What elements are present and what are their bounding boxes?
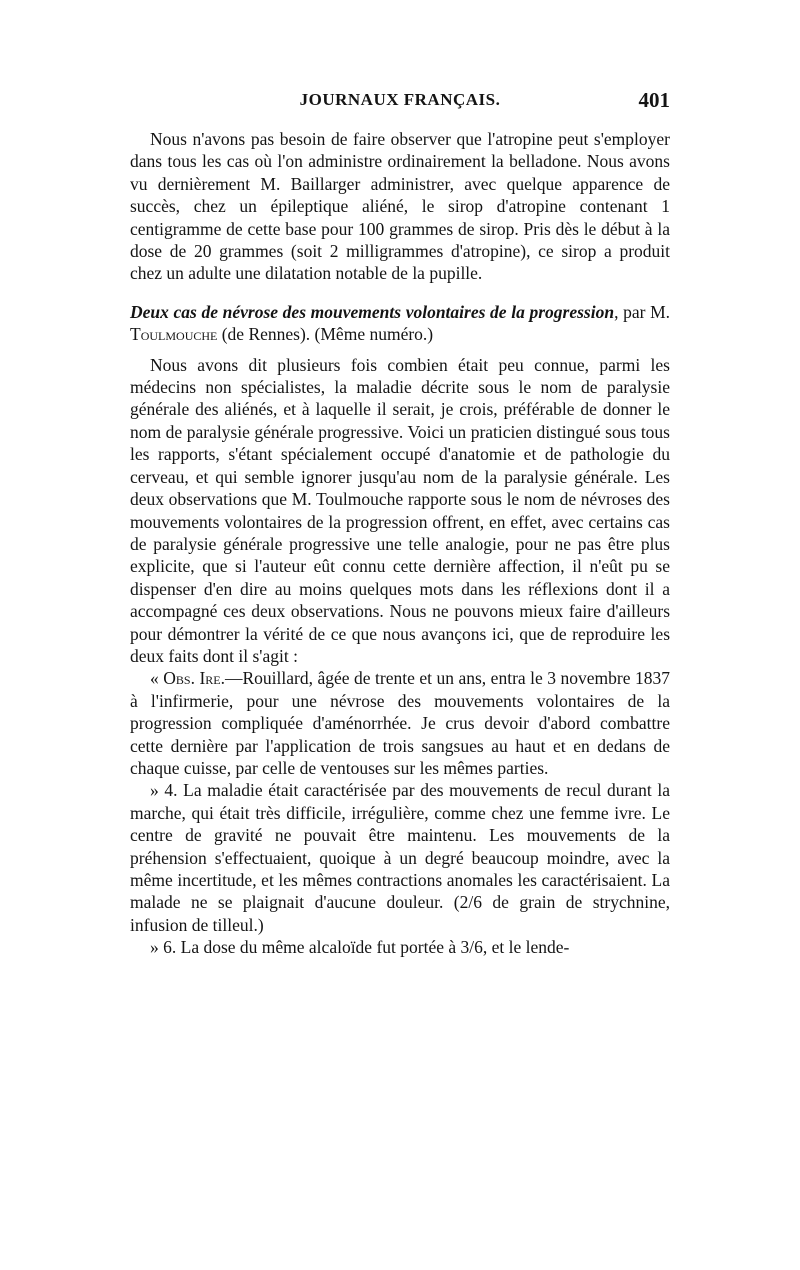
section-gap — [130, 346, 670, 354]
section-byline: , par M. — [614, 301, 671, 322]
paragraph-section-4: » 4. La maladie était caractérisée par des mouvements de recul durant la marche, qui était très difficile, irrégulière, comme chez une femme ivre. Le centre de gravité ne pouvait être maintenu. Les mouvements de la préhension s'effectuaient, quoique à un degré beaucoup moindre, avec la même incertitude, et les mêmes contractions anomales les caractérisaient. La malade ne se plaignait d'aucune douleur. (2/6 de grain de strychnine, infusion de tilleul.) — [130, 780, 670, 935]
section-title: Deux cas de névrose des mouvements volontaires de la progression — [130, 301, 615, 322]
quote-open: « — [150, 668, 164, 689]
book-page — [130, 90, 670, 959]
body-text — [130, 128, 670, 959]
running-head — [130, 90, 670, 120]
running-title: JOURNAUX FRANÇAIS. — [299, 90, 501, 109]
section-source: (de Rennes). (Même numéro.) — [217, 324, 434, 345]
page-number: 401 — [638, 88, 670, 112]
paragraph-section-6: » 6. La dose du même alcaloïde fut portée à 3/6, et le lende- — [150, 937, 570, 958]
section-author: Toulmouche — [130, 324, 218, 345]
observation-label: Obs. Ire. — [163, 668, 225, 689]
paragraph-atropine: Nous n'avons pas besoin de faire observer que l'atropine peut s'employer dans tous les cas où l'on administre ordinairement la belladone. Nous avons vu dernièrement M. Baillarger administrer, avec quelque apparence de succès, chez un épileptique aliéné, le sirop d'atropine contenant 1 centigramme de cette base pour 100 grammes de sirop. Pris dès le début à la dose de 20 grammes (soit 2 milligrammes d'atropine), ce sirop a produit chez un adulte une dilatation notable de la pupille. — [130, 129, 670, 284]
observation-text: —Rouillard, âgée de trente et un ans, entra le 3 novembre 1837 à l'infirmerie, pour une névrose des mouvements volontaires de la progression compliquée d'aménorrhée. Je crus devoir d'abord combattre cette dernière par l'application de trois sangsues au haut et en dedans de chaque cuisse, par celle de ventouses sur les mêmes parties. — [130, 668, 671, 778]
paragraph-observation-1 — [130, 667, 670, 779]
paragraph-paralysie: Nous avons dit plusieurs fois combien était peu connue, parmi les médecins non spécialistes, la maladie décrite sous le nom de paralysie générale des aliénés, et à laquelle il serait, je crois, préférable de donner le nom de paralysie générale progressive. Voici un praticien distingué sous tous les rapports, s'étant spécialement occupé d'anatomie et de pathologie du cerveau, et qui semble ignorer jusqu'au nom de la paralysie générale. Les deux observations que M. Toulmouche rapporte sous le nom de névroses des mouvements volontaires de la progression offrent, en effet, avec certains cas de paralysie générale progressive une telle analogie, pour ne pas être plus explicite, que si l'auteur eût connu cette dernière affection, il n'eût pu se dispenser d'en dire au moins quelques mots dans les réflexions dont il a accompagné ces deux observations. Nous ne pouvons mieux faire d'ailleurs pour démontrer la vérité de ce que nous avançons ici, que de reproduire les deux faits dont il s'agit : — [130, 354, 670, 666]
section-heading — [130, 301, 670, 346]
